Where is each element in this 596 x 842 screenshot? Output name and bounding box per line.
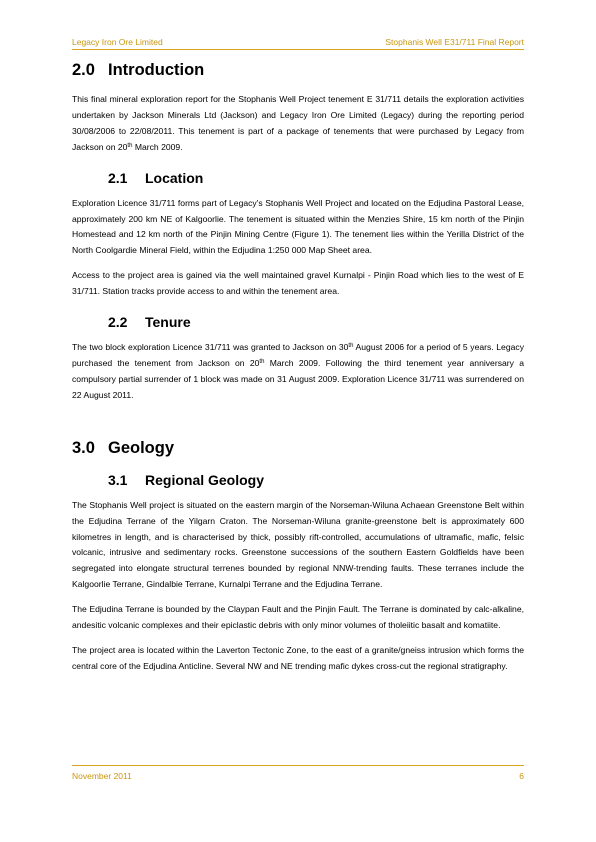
header-company: Legacy Iron Ore Limited [72, 37, 163, 47]
subsection-title: Tenure [145, 314, 191, 331]
section-title: Introduction [108, 61, 205, 79]
regional-geology-paragraph-1: The Stophanis Well project is situated on the eastern margin of the Norseman-Wiluna Achaean Greenstone Belt within the Edjudina Terrane of the Yilgarn Craton. The Norseman-Wiluna granite-greenstone belt is approximately 600 kilometres in length, and is characterised by thick, possibly rift-controlled, accumulations of ultramafic, mafic, felsic volcanic, intrusive and sedimentary rocks. Greenstone successions of the southern Eastern Goldfields have been segregated into elongate structural terrenes bounded by regional NNW-trending faults. These terranes include the Kalgoorlie Terrane, Gindalbie Terrane, Kurnalpi Terrane and the Edjudina Terrane. [72, 499, 524, 590]
page-header [72, 35, 524, 50]
section-heading-introduction [72, 58, 524, 82]
section-number: 2.0 [72, 61, 95, 79]
tenure-paragraph: The two block exploration Licence 31/711 was granted to Jackson on 30th August 2006 for a period of 5 years. Legacy purchased the tenement from Jackson on 20th March 2009. Following the third tenement year anniversary a compulsory partial surrender of 1 block was made on 31 August 2009. Exploration Licence 31/711 was surrendered on 22 August 2011. [72, 342, 524, 400]
header-report-title: Stophanis Well E31/711 Final Report [385, 37, 524, 47]
subsection-heading-tenure [72, 312, 524, 332]
section-title: Geology [108, 438, 175, 457]
page-number: 6 [519, 771, 524, 781]
regional-geology-paragraph-2: The Edjudina Terrane is bounded by the Claypan Fault and the Pinjin Fault. The Terrane is dominated by calc-alkaline, andesitic volcanic complexes and their epiclastic debris with only minor volumes of tholeiitic basalt and komatiite. [72, 604, 524, 631]
subsection-heading-location [72, 168, 524, 188]
subsection-title: Location [145, 169, 204, 186]
subsection-title: Regional Geology [145, 471, 265, 488]
section-number: 3.0 [72, 438, 95, 457]
subsection-number: 2.1 [108, 169, 128, 186]
regional-geology-paragraph-3: The project area is located within the Laverton Tectonic Zone, to the east of a granite/gneiss intrusion which forms the central core of the Edjudina Anticline. Several NW and NE trending mafic dykes cross-cut the regional stratigraphy. [72, 644, 524, 671]
introduction-paragraph: This final mineral exploration report for the Stophanis Well Project tenement E 31/711 details the exploration activities undertaken by Jackson Minerals Ltd (Jackson) and Legacy Iron Ore Limited (Legacy) during the reporting period 30/08/2006 to 22/08/2011. This tenement is part of a package of tenements that were purchased by Legacy from Jackson on 20th March 2009. [72, 94, 524, 152]
page-content [72, 58, 524, 675]
subsection-number: 2.2 [108, 314, 128, 331]
location-paragraph-2: Access to the project area is gained via the well maintained gravel Kurnalpi - Pinjin Road which lies to the west of E 31/711. Station tracks provide access to and within the tenement area. [72, 270, 524, 297]
footer-date: November 2011 [72, 771, 132, 781]
section-heading-geology [72, 436, 524, 460]
subsection-number: 3.1 [108, 471, 128, 488]
page-footer [72, 765, 524, 785]
location-paragraph-1: Exploration Licence 31/711 forms part of Legacy's Stophanis Well Project and located on the Edjudina Pastoral Lease, approximately 200 km NE of Kalgoorlie. The tenement is situated within the Menzies Shire, 15 km north of the Pinjin Homestead and 12 km north of the Pinjin Mining Centre (Figure 1). The tenement lies within the Yerilla District of the North Coolgardie Mineral Field, within the Edjudina 1:250 000 Map Sheet area. [72, 197, 524, 256]
subsection-heading-regional-geology [72, 470, 524, 490]
